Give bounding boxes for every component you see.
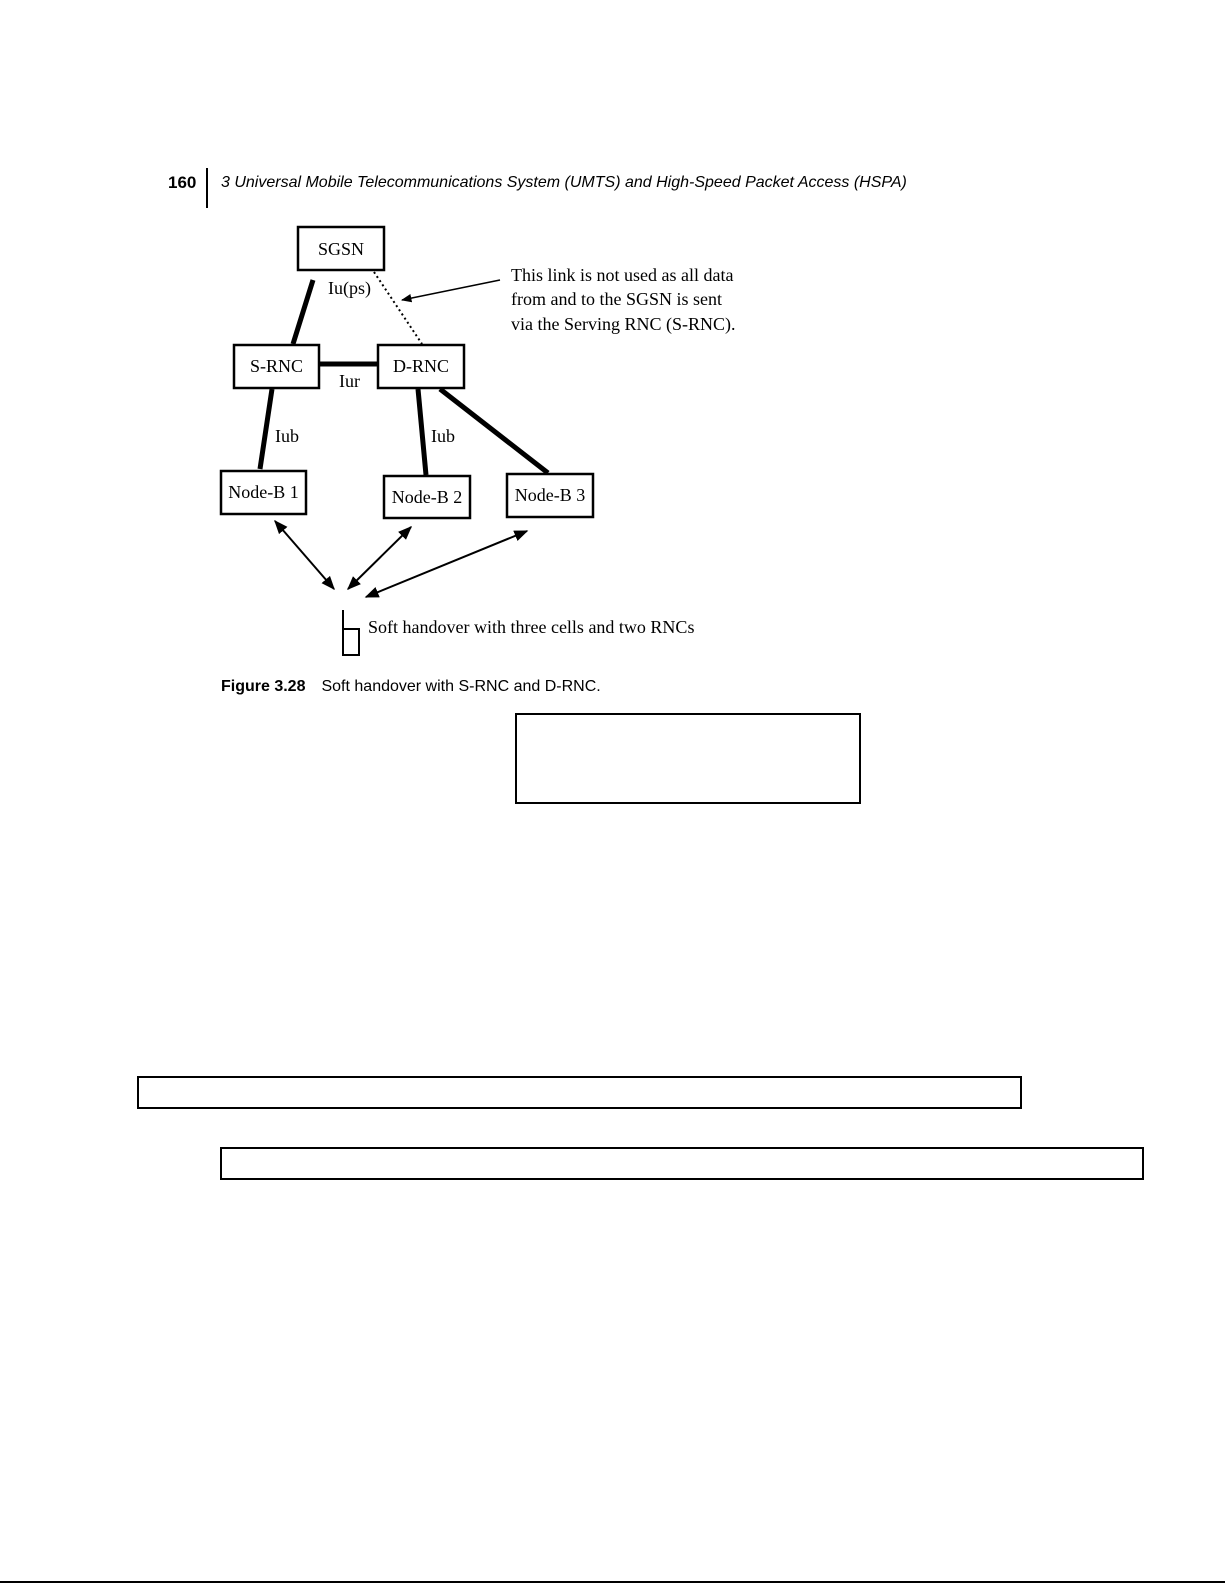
iub-left-label: Iub bbox=[275, 426, 299, 446]
annotation-text bbox=[511, 265, 736, 335]
mobile-phone-icon bbox=[343, 610, 359, 655]
sgsn-node bbox=[298, 227, 384, 270]
mobile-label: Soft handover with three cells and two RNCs bbox=[368, 617, 695, 637]
link-sgsn-srnc bbox=[293, 280, 313, 344]
node-b-2 bbox=[384, 476, 470, 518]
node-b-1 bbox=[221, 471, 306, 514]
radio-arrow-nodeb1 bbox=[275, 521, 334, 589]
iub-right-label: Iub bbox=[431, 426, 455, 446]
iur-label: Iur bbox=[339, 371, 360, 391]
empty-box-1 bbox=[515, 713, 861, 804]
bottom-divider bbox=[0, 1581, 1225, 1583]
annotation-line-2: from and to the SGSN is sent bbox=[511, 289, 722, 309]
link-srnc-nodeb1 bbox=[260, 389, 272, 469]
d-rnc-node bbox=[378, 345, 464, 388]
empty-box-3 bbox=[220, 1147, 1144, 1180]
radio-arrow-nodeb3 bbox=[366, 531, 527, 597]
figure-caption-text: Soft handover with S-RNC and D-RNC. bbox=[321, 678, 601, 695]
link-drnc-nodeb2 bbox=[418, 389, 426, 475]
radio-arrow-nodeb2 bbox=[348, 527, 411, 589]
empty-box-2 bbox=[137, 1076, 1022, 1109]
figure-number: Figure 3.28 bbox=[221, 678, 306, 695]
figure-caption bbox=[221, 678, 601, 696]
annotation-arrow bbox=[402, 280, 500, 300]
s-rnc-label: S-RNC bbox=[249, 356, 304, 376]
page-number: 160 bbox=[168, 173, 197, 192]
link-sgsn-drnc-unused bbox=[374, 272, 422, 344]
node-b-3-label: Node-B 3 bbox=[514, 485, 586, 505]
soft-handover-diagram bbox=[0, 0, 1225, 680]
running-title: 3 Universal Mobile Telecommunications System (UMTS) and High-Speed Packet Access (HSPA) bbox=[221, 174, 907, 191]
node-b-2-label: Node-B 2 bbox=[391, 487, 463, 507]
s-rnc-node bbox=[234, 345, 319, 388]
d-rnc-label: D-RNC bbox=[392, 356, 450, 376]
node-b-1-label: Node-B 1 bbox=[228, 482, 299, 502]
link-drnc-nodeb3 bbox=[440, 389, 548, 473]
annotation-line-3: via the Serving RNC (S-RNC). bbox=[511, 314, 736, 334]
annotation-line-1: This link is not used as all data bbox=[511, 265, 734, 285]
sgsn-label: SGSN bbox=[317, 239, 365, 259]
iu-ps-label: Iu(ps) bbox=[328, 278, 371, 298]
node-b-3 bbox=[507, 474, 593, 517]
